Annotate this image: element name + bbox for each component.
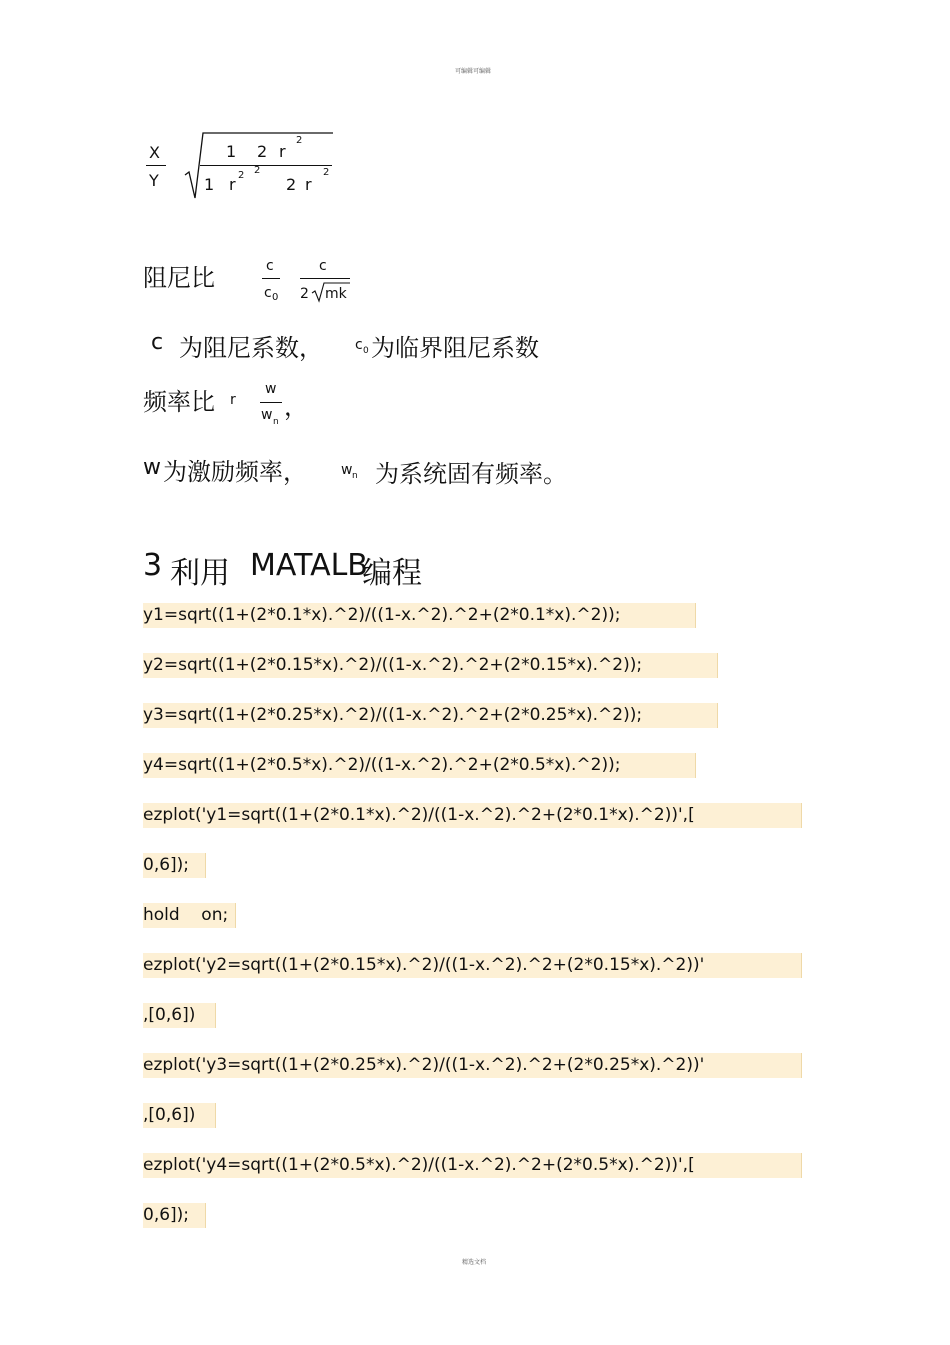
code-line: ,[0,6]) bbox=[143, 1103, 216, 1128]
frac1-den-sub: 0 bbox=[272, 292, 279, 303]
frac1-bar bbox=[262, 278, 280, 279]
header-note: 可编辑可编辑 bbox=[455, 68, 492, 75]
code-line: y4=sqrt((1+(2*0.5*x).^2)/((1-x.^2).^2+(2*0.5*x).^2)); bbox=[143, 753, 696, 778]
damping-label: 阻尼比 bbox=[143, 264, 215, 292]
den-sup2: 2 bbox=[254, 165, 261, 176]
den-one: 1 bbox=[204, 175, 215, 194]
fraction-bar bbox=[146, 165, 166, 166]
heading-text1: 利用 bbox=[170, 556, 230, 591]
code-line: y1=sqrt((1+(2*0.1*x).^2)/((1-x.^2).^2+(2*0.1*x).^2)); bbox=[143, 603, 696, 628]
freq-ratio-label: 频率比 bbox=[143, 388, 215, 416]
sqrt-fraction-bar bbox=[200, 165, 332, 166]
frac1-num: c bbox=[266, 258, 274, 274]
frac1-den: c bbox=[264, 285, 272, 301]
code-line: ezplot('y4=sqrt((1+(2*0.5*x).^2)/((1-x.^2).^2+(2*0.5*x).^2))',[ bbox=[143, 1153, 802, 1178]
freq-comma: ， bbox=[284, 393, 308, 421]
freq-bar bbox=[260, 402, 282, 403]
heading-text3: 编程 bbox=[362, 556, 422, 591]
num-two: 2 bbox=[257, 142, 268, 161]
heading-number: 3 bbox=[143, 548, 163, 583]
desc2-text1: 为激励频率， bbox=[163, 458, 307, 486]
num-one: 1 bbox=[226, 142, 237, 161]
code-line: hold on; bbox=[143, 903, 236, 928]
desc1-text1: 为阻尼系数， bbox=[179, 334, 323, 362]
formula-x: X bbox=[149, 143, 160, 162]
frac2-num: c bbox=[319, 258, 327, 274]
den-r: r bbox=[229, 175, 236, 194]
heading-text2: MATALB bbox=[250, 548, 368, 583]
den-two: 2 bbox=[286, 175, 297, 194]
frac2-den-mk: mk bbox=[325, 286, 347, 302]
symbol-wn-sub: n bbox=[352, 471, 358, 481]
num-sup: 2 bbox=[296, 135, 303, 146]
code-line: y2=sqrt((1+(2*0.15*x).^2)/((1-x.^2).^2+(2*0.15*x).^2)); bbox=[143, 653, 718, 678]
num-r: r bbox=[279, 142, 286, 161]
den-r2: r bbox=[305, 175, 312, 194]
code-line: ,[0,6]) bbox=[143, 1003, 216, 1028]
footer-note: 精选文档 bbox=[462, 1259, 487, 1266]
den-sup3: 2 bbox=[323, 167, 330, 178]
code-line: y3=sqrt((1+(2*0.25*x).^2)/((1-x.^2).^2+(2*0.25*x).^2)); bbox=[143, 703, 718, 728]
frac2-den-two: 2 bbox=[300, 286, 309, 302]
code-line: ezplot('y1=sqrt((1+(2*0.1*x).^2)/((1-x.^2).^2+(2*0.1*x).^2))',[ bbox=[143, 803, 802, 828]
symbol-wn: w bbox=[341, 462, 353, 478]
symbol-w: w bbox=[143, 455, 161, 480]
frac2-bar bbox=[300, 278, 350, 279]
freq-num: w bbox=[265, 381, 277, 397]
code-line: ezplot('y2=sqrt((1+(2*0.15*x).^2)/((1-x.^2).^2+(2*0.15*x).^2))' bbox=[143, 953, 802, 978]
code-line: ezplot('y3=sqrt((1+(2*0.25*x).^2)/((1-x.^2).^2+(2*0.25*x).^2))' bbox=[143, 1053, 802, 1078]
formula-y: Y bbox=[149, 171, 159, 190]
code-line: 0,6]); bbox=[143, 1203, 206, 1228]
symbol-c0: c bbox=[355, 337, 363, 353]
symbol-r: r bbox=[230, 392, 236, 408]
den-sup1: 2 bbox=[238, 170, 245, 181]
desc2-text2: 为系统固有频率。 bbox=[375, 460, 567, 488]
code-line: 0,6]); bbox=[143, 853, 206, 878]
freq-den-sub: n bbox=[273, 417, 279, 427]
symbol-c0-sub: 0 bbox=[363, 346, 369, 356]
freq-den: w bbox=[261, 407, 273, 423]
symbol-c: c bbox=[151, 330, 164, 355]
desc1-text2: 为临界阻尼系数 bbox=[371, 334, 539, 362]
